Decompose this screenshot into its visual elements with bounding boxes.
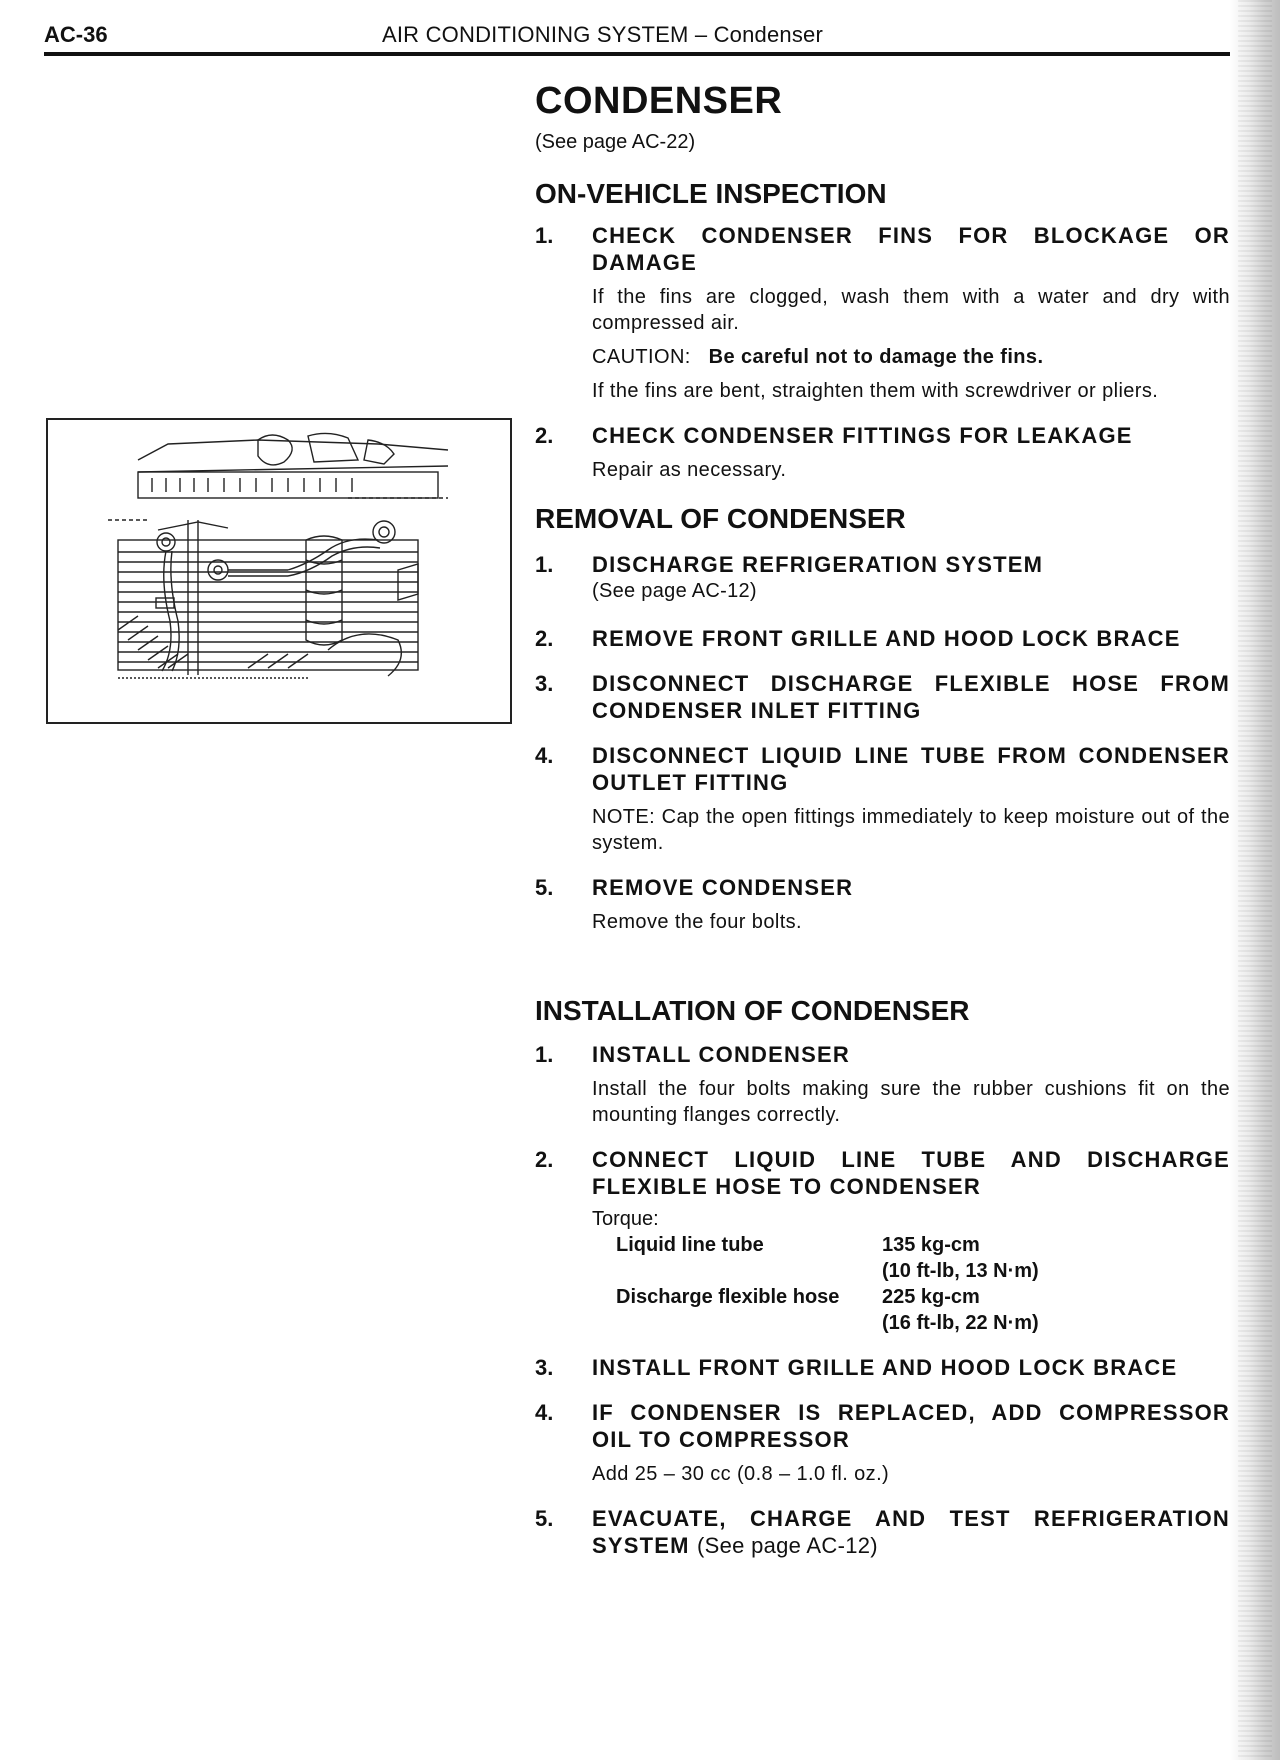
torque-value-converted: (10 ft-lb, 13 N·m) (882, 1260, 1039, 1282)
installation-step-4 (535, 1399, 1230, 1453)
step-text: If the fins are clogged, wash them with a water and dry with compressed air. (592, 286, 1230, 334)
step-number: 5. (535, 1506, 554, 1531)
step-text: Remove the four bolts. (592, 911, 803, 933)
step-title: REMOVE FRONT GRILLE AND HOOD LOCK BRACE (592, 626, 1181, 651)
torque-specification (592, 1206, 1230, 1336)
installation-step-2 (535, 1146, 1230, 1200)
table-row (616, 1232, 1039, 1258)
step-number: 3. (535, 1355, 554, 1380)
step-number: 1. (535, 1042, 554, 1067)
torque-item: Discharge flexible hose (616, 1286, 840, 1308)
step-title: DISCHARGE REFRIGERATION SYSTEM (592, 552, 1044, 577)
inspection-step-2 (535, 422, 1230, 449)
step-note: NOTE: Cap the open fittings immediately to keep moisture out of the system. (592, 806, 1230, 854)
caution-text: Be careful not to damage the fins. (708, 346, 1044, 368)
page-edge-shadow (1230, 0, 1280, 1760)
page-header (44, 20, 1230, 56)
table-row (616, 1258, 1039, 1284)
step-title (592, 1505, 1230, 1559)
torque-item: Liquid line tube (616, 1234, 764, 1256)
header-title: AIR CONDITIONING SYSTEM – Condenser (382, 22, 823, 47)
step-title: INSTALL FRONT GRILLE AND HOOD LOCK BRACE (592, 1355, 1178, 1380)
removal-step-4 (535, 742, 1230, 796)
step-number: 4. (535, 743, 554, 768)
installation-step-1 (535, 1041, 1230, 1068)
section-heading-installation: INSTALLATION OF CONDENSER (535, 995, 970, 1026)
step-title: INSTALL CONDENSER (592, 1042, 850, 1067)
step-text: Repair as necessary. (592, 459, 787, 481)
inspection-step-1 (535, 222, 1230, 276)
torque-table (616, 1232, 1039, 1336)
condenser-illustration (46, 418, 512, 724)
torque-value-converted: (16 ft-lb, 22 N·m) (882, 1312, 1039, 1334)
removal-step-2 (535, 625, 1230, 652)
step-number: 1. (535, 223, 554, 248)
section-heading-on-vehicle: ON-VEHICLE INSPECTION (535, 178, 887, 209)
section-heading-removal: REMOVAL OF CONDENSER (535, 503, 906, 534)
step-number: 2. (535, 1147, 554, 1172)
step-title: CONNECT LIQUID LINE TUBE AND DISCHARGE FLEXIBLE HOSE TO CONDENSER (592, 1147, 1230, 1199)
step-title: CHECK CONDENSER FINS FOR BLOCKAGE OR DAMAGE (592, 223, 1230, 275)
installation-step-3 (535, 1354, 1230, 1381)
step-number: 1. (535, 552, 554, 577)
step-text: If the fins are bent, straighten them with screwdriver or pliers. (592, 380, 1159, 402)
step-number: 2. (535, 423, 554, 448)
page-title: CONDENSER (535, 80, 783, 122)
main-column (535, 80, 1230, 1559)
torque-value: 135 kg-cm (882, 1234, 980, 1256)
step-text: Add 25 – 30 cc (0.8 – 1.0 fl. oz.) (592, 1463, 890, 1485)
table-row (616, 1310, 1039, 1336)
step-title: REMOVE CONDENSER (592, 875, 854, 900)
torque-label: Torque: (592, 1208, 659, 1230)
step-reference: (See page AC-12) (696, 1533, 878, 1558)
step-number: 2. (535, 626, 554, 651)
caution-label: CAUTION: (592, 346, 691, 368)
step-title: DISCONNECT LIQUID LINE TUBE FROM CONDENSER OUTLET FITTING (592, 743, 1230, 795)
step-title: DISCONNECT DISCHARGE FLEXIBLE HOSE FROM CONDENSER INLET FITTING (592, 671, 1230, 723)
table-row (616, 1284, 1039, 1310)
step-title: CHECK CONDENSER FITTINGS FOR LEAKAGE (592, 423, 1133, 448)
step-number: 5. (535, 875, 554, 900)
step-reference: (See page AC-12) (592, 580, 757, 602)
step-title-text: EVACUATE, CHARGE AND TEST REFRIGERATION SYSTEM (592, 1506, 1230, 1558)
page-number: AC-36 (44, 22, 108, 47)
step-number: 3. (535, 671, 554, 696)
condenser-line-drawing (48, 420, 510, 722)
step-text: Install the four bolts making sure the rubber cushions fit on the mounting flanges correctly. (592, 1078, 1230, 1126)
step-number: 4. (535, 1400, 554, 1425)
caution-note (535, 344, 1230, 370)
removal-step-1 (535, 551, 1230, 605)
installation-step-5 (535, 1505, 1230, 1559)
step-title: IF CONDENSER IS REPLACED, ADD COMPRESSOR OIL TO COMPRESSOR (592, 1400, 1230, 1452)
torque-value: 225 kg-cm (882, 1286, 980, 1308)
removal-step-3 (535, 670, 1230, 724)
see-page-reference: (See page AC-22) (535, 131, 696, 153)
removal-step-5 (535, 874, 1230, 901)
